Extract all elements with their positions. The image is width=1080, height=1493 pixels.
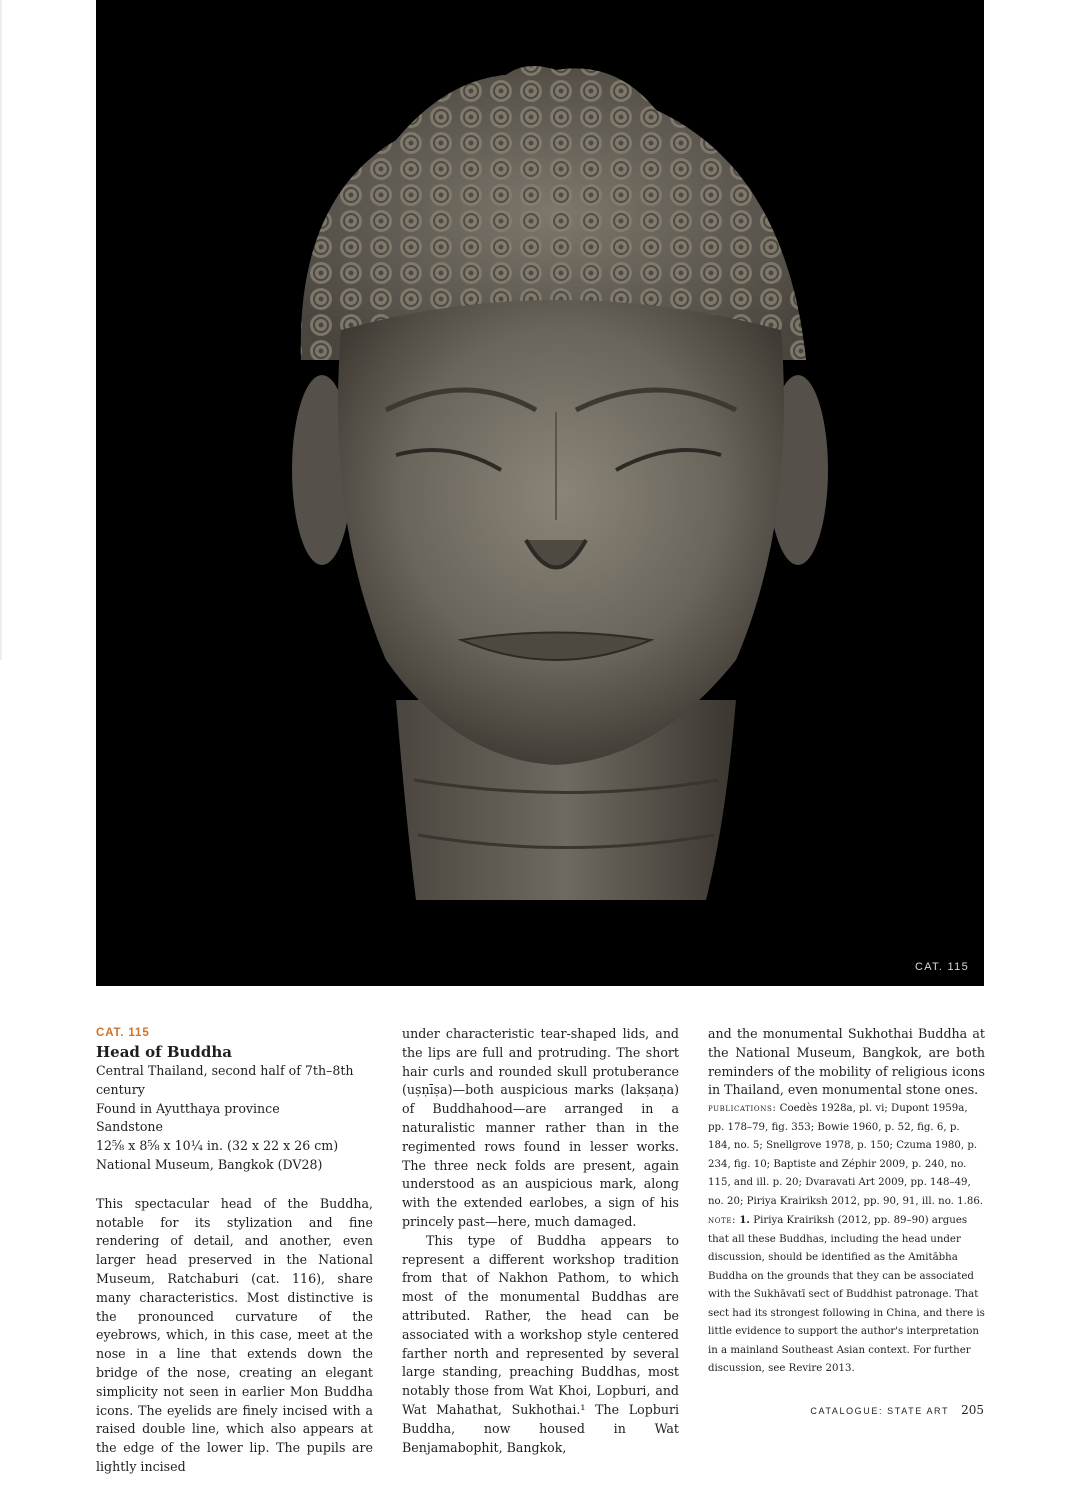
page-edge-line [0, 0, 2, 660]
publications-text: Coedès 1928a, pl. vi; Dupont 1959a, pp. 178–79, fig. 353; Bowie 1960, p. 52, fig. 6, p. 184, no. 5; Snellgrove 1978, p. 150; Czuma 1980, p. 234, fig. 10; Baptiste and Zéphir 2009, p. 240, no. 115, and ill. p. 20; Dvaravati Art 2009, pp. 148–49, no. 20; Piriya Krairiksh 2012, pp. 90, 91, ill. no. 1.86. [708, 1103, 984, 1207]
page-number: 205 [961, 1403, 984, 1417]
meta-dimensions: 12⅝ x 8⅝ x 10¼ in. (32 x 22 x 26 cm) [96, 1138, 339, 1154]
note-number: 1. [739, 1214, 750, 1227]
buddha-head-image [96, 0, 984, 986]
meta-findspot: Found in Ayutthaya province [96, 1100, 280, 1116]
publications-label: publications: [708, 1103, 777, 1115]
cat-number: CAT. 115 [96, 1027, 150, 1039]
note-block [708, 1211, 985, 1379]
column-1 [96, 1025, 373, 1477]
object-meta [96, 1062, 373, 1175]
meta-material: Sandstone [96, 1119, 163, 1135]
note-label: note: [708, 1215, 737, 1227]
body-paragraph: This spectacular head of the Buddha, notable for its stylization and fine rendering of detail, and another, even larger head preserved in the National Museum, Ratchaburi (cat. 116), share many characteristics. Most distinctive is the pronounced curvature of the eyebrows, which, in this case, meet at the nose in a line that extends down the bridge of the nose, creating an elegant simplicity not seen in earlier Mon Buddha icons. The eyelids are finely incised with a raised double line, which also appears at the edge of the lower lip. The pupils are lightly incised [96, 1195, 373, 1474]
meta-origin: Central Thailand, second half of 7th–8th century [96, 1063, 354, 1097]
object-title: Head of Buddha [96, 1043, 233, 1061]
body-paragraph: This type of Buddha appears to represent a different workshop tradition from that of Nakhon Pathom, to which most of the monumental Buddhas are attributed. Rather, the head can be associated with a workshop style centered farther north and represented by several large standing, preaching Buddhas, most notably those from Wat Khoi, Lopburi, and Wat Mahathat, Sukhothai.¹ The Lopburi Buddha, now housed in Wat Benjamabophit, Bangkok, [402, 1232, 679, 1455]
running-section-title: CATALOGUE: STATE ART [810, 1406, 950, 1416]
column-3 [708, 1025, 985, 1379]
meta-collection: National Museum, Bangkok (DV28) [96, 1156, 323, 1172]
publications-block [708, 1100, 985, 1211]
note-text: Piriya Krairiksh (2012, pp. 89–90) argues that all these Buddhas, including the head under discussion, should be identified as the Amitābha Buddha on the grounds that they can be associated with the Sukhāvatī sect of Buddhist patronage. That sect had its strongest following in China, and there is little evidence to support the author's interpretation in a mainland Southeast Asian context. For further discussion, see Revire 2013. [708, 1215, 985, 1375]
body-paragraph: and the monumental Sukhothai Buddha at the National Museum, Bangkok, are both reminders of the mobility of religious icons in Thailand, even monumental stone ones. [708, 1026, 985, 1098]
page-footer [810, 1403, 984, 1417]
photo-plate [96, 0, 984, 986]
body-paragraph: under characteristic tear-shaped lids, and the lips are full and protruding. The short hair curls and rounded skull protuberance (uṣṇīṣa)—both auspicious marks (lakṣaṇa) of Buddhahood—are arranged in a naturalistic manner rather than in the regimented rows found in lesser works. The three neck folds are present, again understood as an auspicious mark, along with the extended earlobes, a sign of his princely past—here, much damaged. [402, 1026, 679, 1229]
column-2 [402, 1025, 679, 1457]
plate-cat-label: CAT. 115 [914, 961, 969, 973]
